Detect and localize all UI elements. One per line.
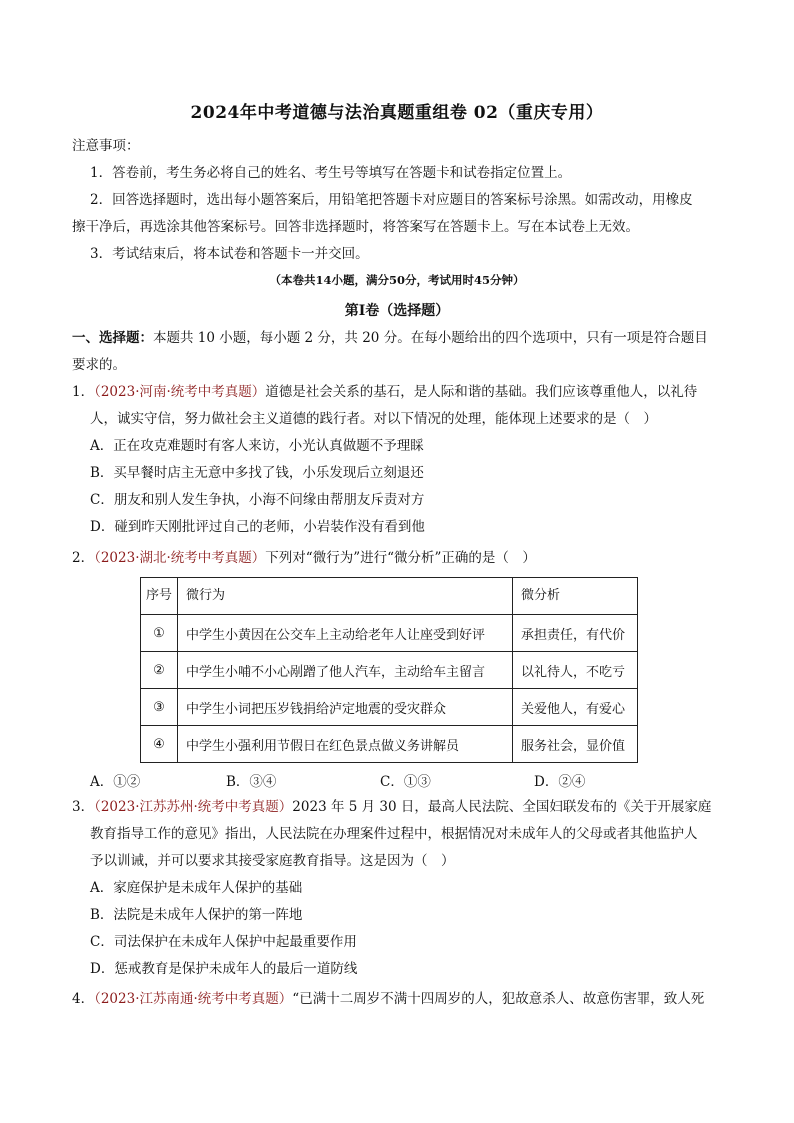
question-2-option-b[interactable]: B．③④: [226, 774, 277, 790]
question-2-number: 2．: [72, 550, 95, 566]
question-3-option-a[interactable]: A．家庭保护是未成年人保护的基础: [90, 880, 303, 896]
table-row: [141, 726, 638, 763]
exam-info: （本卷共14小题，满分50分，考试用时45分钟）: [269, 273, 525, 287]
question-2-source: （2023·湖北·统考中考真题）: [94, 550, 266, 566]
table-cell: ③: [141, 689, 178, 726]
question-1-number: 1．: [72, 384, 95, 400]
table-cell: ②: [141, 652, 178, 689]
question-1-source: （2023·河南·统考中考真题）: [94, 384, 266, 400]
table-cell: ④: [141, 726, 178, 763]
question-3-option-c[interactable]: C．司法保护在未成年人保护中起最重要作用: [90, 934, 357, 950]
table-cell: 中学生小黄因在公交车上主动给老年人让座受到好评: [178, 615, 513, 652]
question-4-stem: [72, 989, 704, 1009]
table-row: [141, 689, 638, 726]
question-4-source: （2023·江苏南通·统考中考真题）: [94, 991, 293, 1007]
question-2-option-a[interactable]: A．①②: [90, 774, 141, 790]
question-3-text: 2023 年 5 月 30 日，最高人民法院、全国妇联发布的《关于开展家庭: [292, 799, 712, 815]
question-1-option-c[interactable]: C．朋友和别人发生争执，小海不问缘由帮朋友斥责对方: [90, 492, 425, 508]
notice-item-2-cont: 擦干净后，再选涂其他答案标号。回答非选择题时，将答案写在答题卡上。写在本试卷上无效。: [72, 219, 639, 235]
question-4-text: “已满十二周岁不满十四周岁的人，犯故意杀人、故意伤害罪，致人死: [292, 991, 705, 1007]
notice-item-2: 2．回答选择题时，选出每小题答案后，用铅笔把答题卡对应题目的答案标号涂黑。如需改动，用橡皮: [90, 192, 693, 208]
table-cell: 中学生小强利用节假日在红色景点做义务讲解员: [178, 726, 513, 763]
page-title: 2024年中考道德与法治真题重组卷 02（重庆专用）: [190, 103, 604, 123]
part-intro-lead: 一、选择题：: [72, 330, 153, 346]
table-header-row: [141, 578, 638, 615]
table-cell: 服务社会，显价值: [513, 726, 638, 763]
part-intro-line2: 要求的。: [72, 357, 126, 373]
question-2-stem: [72, 548, 536, 568]
question-2-options: [90, 770, 710, 790]
table-header-cell: 微行为: [178, 578, 513, 615]
part-intro-text: 本题共 10 小题，每小题 2 分，共 20 分。在每小题给出的四个选项中，只有一项是符合题目: [153, 330, 708, 346]
table-row: [141, 652, 638, 689]
question-3-stem-cont: 教育指导工作的意见》指出，人民法院在办理案件过程中，根据情况对未成年人的父母或者其他监护人: [90, 826, 698, 842]
question-3-option-d[interactable]: D．惩戒教育是保护未成年人的最后一道防线: [90, 961, 358, 977]
question-3-number: 3．: [72, 799, 95, 815]
notice-item-1: 1．答卷前，考生务必将自己的姓名、考生号等填写在答题卡和试卷指定位置上。: [90, 165, 572, 181]
question-2-option-d[interactable]: D．②④: [534, 774, 586, 790]
table-cell: 以礼待人，不吃亏: [513, 652, 638, 689]
question-1-text: 道德是社会关系的基石，是人际和谐的基础。我们应该尊重他人，以礼待: [265, 384, 698, 400]
question-3-stem-cont: 予以训诫，并可以要求其接受家庭教育指导。这是因为（ ）: [90, 853, 455, 869]
question-3-stem: [72, 797, 711, 817]
part-intro-line1: [72, 328, 708, 348]
table-row: [141, 615, 638, 652]
table-cell: 中学生小词把压岁钱捐给泸定地震的受灾群众: [178, 689, 513, 726]
table-cell: 关爱他人，有爱心: [513, 689, 638, 726]
question-2-text: 下列对“微行为”进行“微分析”正确的是（ ）: [265, 550, 536, 566]
section-title: 第I卷（选择题）: [344, 303, 450, 319]
question-3-source: （2023·江苏苏州·统考中考真题）: [94, 799, 293, 815]
question-1-stem-cont: 人，诚实守信，努力做社会主义道德的践行者。对以下情况的处理，能体现上述要求的是（ ）: [90, 411, 657, 427]
notice-heading: 注意事项：: [72, 138, 140, 154]
notice-item-3: 3．考试结束后，将本试卷和答题卡一并交回。: [90, 246, 369, 262]
question-3-option-b[interactable]: B．法院是未成年人保护的第一阵地: [90, 907, 303, 923]
table-header-cell: 微分析: [513, 578, 638, 615]
question-1-stem: [72, 382, 697, 402]
question-4-number: 4．: [72, 991, 95, 1007]
table-cell: 中学生小哺不小心剐蹭了他人汽车，主动给车主留言: [178, 652, 513, 689]
table-cell: ①: [141, 615, 178, 652]
question-2-table: [140, 577, 638, 763]
question-1-option-b[interactable]: B．买早餐时店主无意中多找了钱，小乐发现后立刻退还: [90, 465, 424, 481]
question-2-option-c[interactable]: C．①③: [380, 774, 431, 790]
question-1-option-d[interactable]: D．碰到昨天刚批评过自己的老师，小岩装作没有看到他: [90, 519, 425, 535]
table-cell: 承担责任，有代价: [513, 615, 638, 652]
question-1-option-a[interactable]: A．正在攻克难题时有客人来访，小光认真做题不予理睬: [90, 438, 424, 454]
table-header-cell: 序号: [141, 578, 178, 615]
